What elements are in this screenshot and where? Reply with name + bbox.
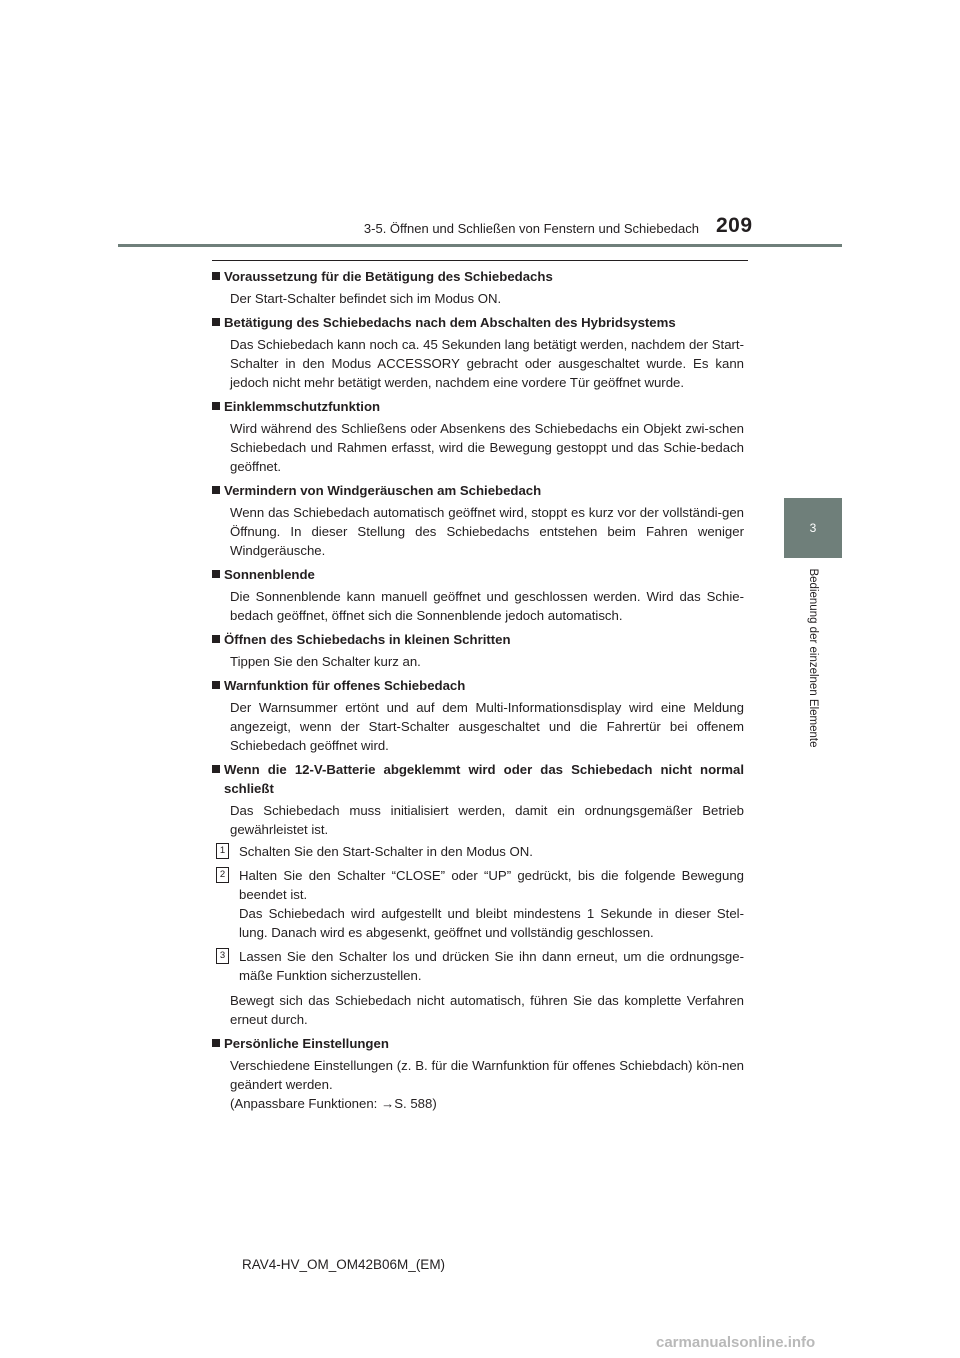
paragraph: Der Warnsummer ertönt und auf dem Multi-Informationsdisplay wird eine Meldung angezeigt, wenn der Start-Schalter ausgeschaltet und die Fahrertür bei offenem Schiebedach geöffnet wird.: [230, 700, 744, 753]
step-number-box: 1: [216, 843, 229, 859]
section-heading-text: Voraussetzung für die Betätigung des Schiebedachs: [224, 269, 553, 284]
paragraph: Tippen Sie den Schalter kurz an.: [230, 654, 421, 669]
paragraph: Das Schiebedach muss initialisiert werden, damit ein ordnungsgemäßer Betrieb gewährleistet ist.: [230, 803, 744, 837]
square-bullet-icon: [212, 318, 220, 326]
paragraph: Wenn das Schiebedach automatisch geöffnet wird, stoppt es kurz vor der vollständi-gen Öffnung. In dieser Stellung des Schiebedachs entstehen beim Fahren weniger Windgeräusche.: [230, 505, 744, 558]
step-text: Halten Sie den Schalter “CLOSE” oder “UP” gedrückt, bis die folgende Bewegung beendet ist.: [239, 868, 744, 902]
section: [212, 313, 744, 392]
section: [212, 1034, 744, 1113]
square-bullet-icon: [212, 402, 220, 410]
section-heading-text: Persönliche Einstellungen: [224, 1036, 389, 1051]
header-title: 3-5. Öffnen und Schließen von Fenstern und Schiebedach: [363, 221, 699, 236]
section-heading: [212, 676, 744, 695]
chapter-tab: [784, 498, 842, 558]
section: [212, 676, 744, 755]
main-content: [212, 267, 744, 1118]
square-bullet-icon: [212, 486, 220, 494]
section-heading: [212, 630, 744, 649]
section-heading-text: Wenn die 12-V-Batterie abgeklemmt wird oder das Schiebedach nicht normal schließt: [224, 762, 744, 796]
header-rule: [118, 244, 842, 247]
section-heading: [212, 397, 744, 416]
square-bullet-icon: [212, 765, 220, 773]
section: [212, 397, 744, 476]
section: [212, 565, 744, 625]
square-bullet-icon: [212, 570, 220, 578]
step-text-detail: Das Schiebedach wird aufgestellt und bleibt mindestens 1 Sekunde in dieser Stel-lung. Danach wird es abgesenkt, geöffnet und vollständig geschlossen.: [239, 906, 744, 940]
section-heading: [212, 565, 744, 584]
content-rule: [212, 260, 748, 261]
step-item: [212, 947, 744, 985]
paragraph: Bewegt sich das Schiebedach nicht automatisch, führen Sie das komplette Verfahren erneut durch.: [230, 993, 744, 1027]
square-bullet-icon: [212, 681, 220, 689]
watermark: carmanualsonline.info: [656, 1334, 816, 1351]
paragraph: Die Sonnenblende kann manuell geöffnet und geschlossen werden. Wird das Schie-bedach geöffnet, öffnet sich die Sonnenblende jedoch automatisch.: [230, 589, 744, 623]
step-item: [212, 842, 744, 861]
paragraph: (Anpassbare Funktionen: →S. 588): [230, 1096, 437, 1111]
section-heading: [212, 481, 744, 500]
chapter-label: Bedienung der einzelnen Elemente: [807, 568, 819, 748]
paragraph: Wird während des Schließens oder Absenkens des Schiebedachs ein Objekt zwi-schen Schiebedach und Rahmen erfasst, wird die Bewegung gestoppt und das Schie-bedach geöffnet.: [230, 421, 744, 474]
chapter-number: 3: [809, 521, 817, 535]
step-text: Schalten Sie den Start-Schalter in den Modus ON.: [239, 844, 533, 859]
section-heading-text: Sonnenblende: [224, 567, 315, 582]
section: [212, 630, 744, 671]
section-heading-text: Einklemmschutzfunktion: [224, 399, 381, 414]
square-bullet-icon: [212, 1039, 220, 1047]
section-heading-text: Vermindern von Windgeräuschen am Schiebedach: [224, 483, 542, 498]
page-number: 209: [716, 214, 753, 237]
section: [212, 267, 744, 308]
footer-doc-code: RAV4-HV_OM_OM42B06M_(EM): [242, 1257, 446, 1272]
square-bullet-icon: [212, 635, 220, 643]
step-item: [212, 866, 744, 942]
section-heading: [212, 1034, 744, 1053]
section: [212, 760, 744, 1029]
paragraph: Der Start-Schalter befindet sich im Modus ON.: [230, 291, 502, 306]
section-heading-text: Betätigung des Schiebedachs nach dem Abschalten des Hybridsystems: [224, 315, 676, 330]
step-text: Lassen Sie den Schalter los und drücken Sie ihn dann erneut, um die ordnungsge-mäße Funktion sicherzustellen.: [239, 949, 744, 983]
section-heading: [212, 313, 744, 332]
step-number-box: 2: [216, 867, 229, 883]
section-heading-text: Warnfunktion für offenes Schiebedach: [224, 678, 466, 693]
square-bullet-icon: [212, 272, 220, 280]
section-heading-text: Öffnen des Schiebedachs in kleinen Schritten: [224, 632, 511, 647]
section-heading: [212, 760, 744, 798]
section-heading: [212, 267, 744, 286]
paragraph: Verschiedene Einstellungen (z. B. für die Warnfunktion für offenes Schiebdach) kön-nen geändert werden.: [230, 1058, 744, 1092]
paragraph: Das Schiebedach kann noch ca. 45 Sekunden lang betätigt werden, nachdem der Start-Schalter in den Modus ACCESSORY gebracht oder ausgeschaltet wurde. Es kann jedoch nicht mehr betätigt werden, nachdem eine vordere Tür geöffnet wurde.: [230, 337, 744, 390]
step-number-box: 3: [216, 948, 229, 964]
section: [212, 481, 744, 560]
